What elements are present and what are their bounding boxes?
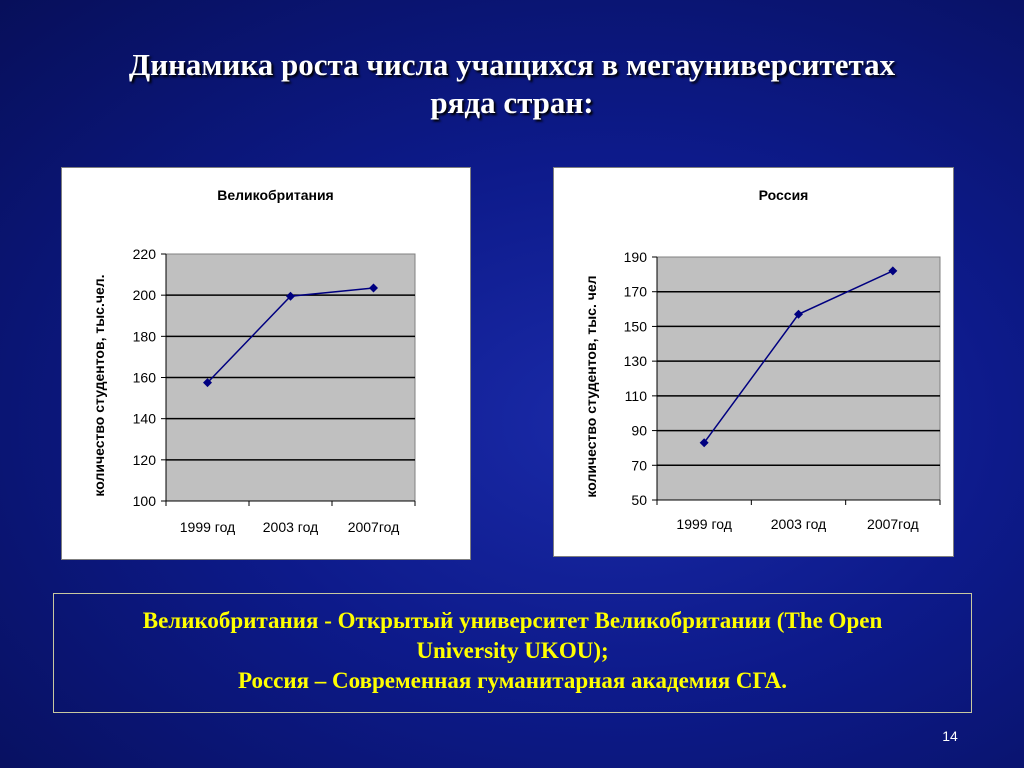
note-line-2: University UKOU); — [416, 638, 609, 663]
page-number: 14 — [942, 728, 958, 744]
slide-title-line-1: Динамика роста числа учащихся в мегауниверситетах — [128, 47, 896, 82]
ru-y-axis-label: количество студентов, тыс. чел — [583, 275, 599, 498]
uk-chart-title: Великобритания — [217, 187, 334, 203]
chart-ru-svg — [554, 168, 953, 556]
uk-y-tick-label: 220 — [132, 246, 156, 262]
uk-x-category-label: 2003 год — [262, 519, 319, 535]
uk-y-tick-label: 120 — [132, 451, 156, 468]
ru-plot-area — [657, 257, 940, 500]
uk-y-tick-label: 140 — [132, 410, 156, 427]
chart-uk-svg — [62, 168, 470, 559]
ru-x-category-label: 2007год — [867, 516, 919, 532]
chart-russia — [553, 167, 954, 557]
slide-title-line-2: ряда стран: — [430, 85, 594, 120]
note-line-3: Россия – Современная гуманитарная академия СГА. — [237, 668, 788, 693]
ru-y-tick-label: 130 — [623, 353, 647, 370]
chart-united-kingdom — [61, 167, 471, 560]
ru-y-tick-label: 170 — [623, 283, 647, 300]
ru-y-tick-label: 90 — [631, 422, 647, 439]
uk-y-tick-label: 160 — [132, 369, 156, 386]
note-line-1: Великобритания - Открытый университет Великобритании (The Open — [142, 608, 883, 633]
uk-x-category-label: 1999 год — [179, 519, 236, 535]
ru-chart-title: Россия — [758, 187, 809, 203]
uk-y-axis-label: количество студентов, тыс.чел. — [91, 274, 107, 497]
ru-y-tick-label: 110 — [624, 387, 647, 404]
ru-y-tick-label: 70 — [631, 457, 647, 474]
legend-note-box — [53, 593, 972, 713]
ru-x-category-label: 2003 год — [770, 516, 827, 532]
ru-y-tick-label: 150 — [623, 318, 647, 335]
ru-x-category-label: 1999 год — [676, 516, 732, 532]
slide-title — [60, 46, 964, 122]
ru-y-tick-label: 50 — [631, 492, 647, 508]
uk-y-tick-label: 200 — [132, 287, 156, 304]
uk-y-tick-label: 180 — [132, 328, 156, 345]
ru-y-tick-label: 190 — [623, 249, 647, 265]
uk-y-tick-label: 100 — [132, 493, 156, 509]
uk-x-category-label: 2007год — [347, 519, 400, 535]
